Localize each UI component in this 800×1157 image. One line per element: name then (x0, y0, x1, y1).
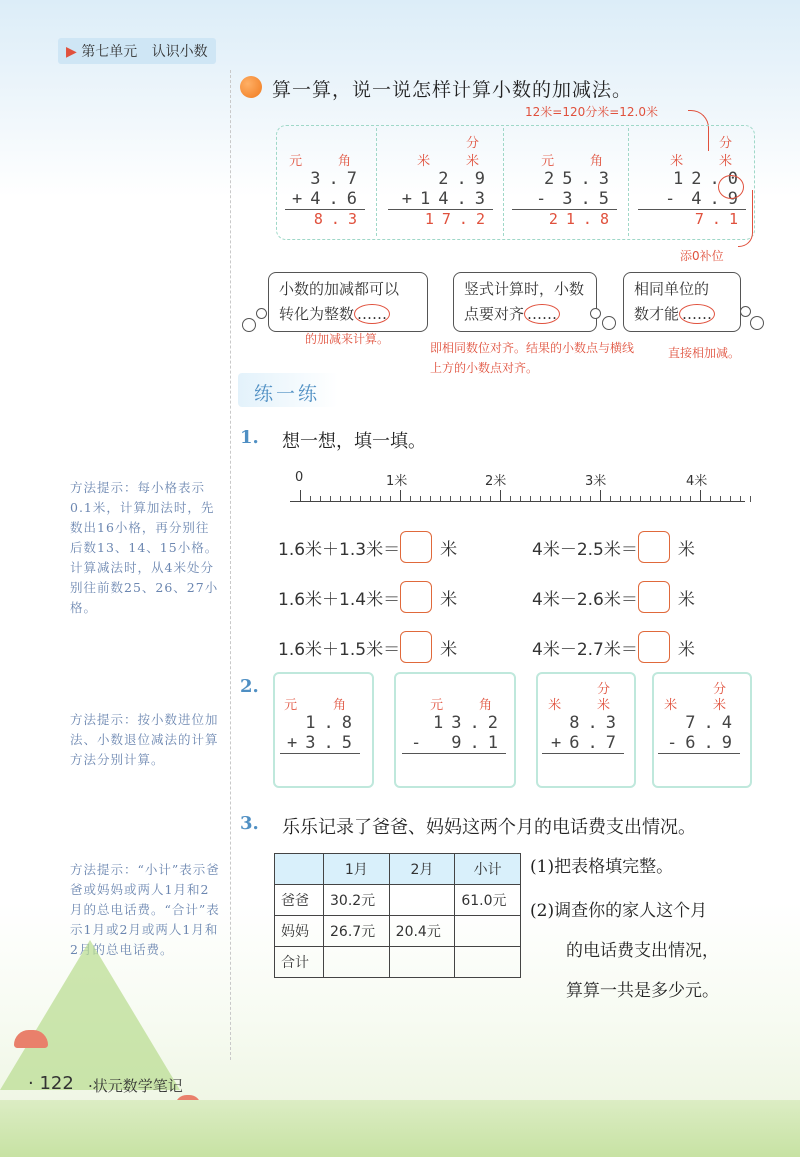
table-cell: 小计 (455, 854, 521, 885)
operator: - (411, 733, 422, 753)
ruler-label-4: 4米 (686, 474, 708, 489)
play-arrow-icon: ▶ (66, 44, 77, 60)
table-cell: 爸爸 (275, 885, 324, 916)
unit-labels: 米 米 (670, 154, 746, 169)
bubble-1-line1: 小数的加减都可以 (279, 280, 400, 298)
table-cell: 61.0元 (455, 885, 521, 916)
tip-1: 方法提示：每小格表示0.1米，计算加法时，先数出16小格，再分别往后数13、14、15小格。计算减法时，从4米处分别往前数25、26、27小格。 (70, 480, 219, 615)
bubble-3-line2-row (634, 302, 730, 327)
bubble-ring (256, 308, 267, 319)
bubble-ring (750, 316, 764, 330)
unit-top: 分 (718, 136, 746, 151)
dots-circle: …… (524, 304, 560, 324)
result: 8.3 (285, 209, 365, 228)
q1-left-equations (278, 522, 457, 672)
ruler (290, 470, 750, 506)
q2-problem-3 (542, 678, 624, 754)
bracket-curve-icon (738, 190, 753, 247)
answer-box[interactable] (400, 531, 432, 563)
operator: + (287, 733, 298, 753)
calc-divider-1 (376, 128, 377, 236)
bubble-ring (602, 316, 616, 330)
result: 21.8 (512, 209, 617, 228)
operator: + (551, 733, 562, 753)
ruler-ticks (290, 488, 750, 502)
operator: + (292, 189, 303, 209)
q1-number: 1. (240, 427, 259, 448)
ruler-label-1: 1米 (386, 474, 408, 489)
page-number: · 122 (28, 1073, 74, 1094)
calc-problem-2 (388, 132, 493, 228)
unit-text: 米 (677, 639, 695, 660)
unit-labels: 米 米 (664, 698, 740, 713)
table-header-row (275, 854, 521, 885)
operand-b-row (402, 733, 506, 754)
operand-b-row (512, 189, 617, 209)
table-cell: 1月 (324, 854, 390, 885)
operand-a: 7.4 (685, 713, 740, 733)
calc-divider-2 (503, 128, 504, 236)
note-right: 添0补位 (680, 249, 724, 263)
operand-b-row (280, 733, 360, 754)
q3-sub1: (1)把表格填完整。 (530, 857, 674, 877)
unit-labels: 元 角 (430, 698, 506, 713)
operand-b-row (388, 189, 493, 209)
equation-row (532, 522, 695, 572)
q2-number: 2. (240, 676, 259, 697)
note-top: 12米=120分米=12.0米 (525, 105, 659, 119)
ruler-tick (750, 496, 751, 502)
equation-row (278, 572, 457, 622)
calc-problem-1 (285, 132, 365, 228)
operand-a: 2.9 (438, 169, 493, 189)
unit-text: 米 (677, 539, 695, 560)
operand-b: 6.9 (685, 733, 740, 753)
operand-b: 9.1 (451, 733, 506, 753)
bubble-ring (740, 306, 751, 317)
operator: - (665, 189, 676, 209)
operand-b: 6.7 (569, 733, 624, 753)
answer-box[interactable] (638, 581, 670, 613)
bubble-1-note: 的加减来计算。 (305, 332, 390, 346)
bubble-3 (623, 272, 741, 332)
operand-b-row (658, 733, 740, 754)
operand-a: 1.8 (305, 713, 360, 733)
dots-circle: …… (354, 304, 390, 324)
q3-number: 3. (240, 813, 259, 834)
unit-label: 第七单元 (81, 44, 138, 60)
unit-header (58, 38, 216, 64)
answer-box[interactable] (400, 581, 432, 613)
table-cell (275, 854, 324, 885)
operand-b: 3.5 (305, 733, 360, 753)
mushroom-icon (14, 1030, 48, 1048)
unit-text: 米 (440, 589, 458, 610)
equation-text: 1.6米＋1.4米＝ (278, 589, 401, 610)
operand-b-row (542, 733, 624, 754)
answer-box[interactable] (638, 631, 670, 663)
grass-ground (0, 1100, 800, 1157)
ruler-label-0: 0 (295, 470, 304, 485)
operator: + (401, 189, 413, 209)
table-cell[interactable] (389, 947, 455, 978)
equation-text: 4米－2.5米＝ (532, 539, 638, 560)
bubble-3-note: 直接相加减。 (668, 346, 741, 360)
operand-a: 8.3 (569, 713, 624, 733)
table-row (275, 885, 521, 916)
answer-box[interactable] (400, 631, 432, 663)
q1-title: 想一想，填一填。 (282, 431, 426, 452)
table-cell[interactable] (455, 947, 521, 978)
operand-b: 4.9 (691, 189, 746, 209)
q3-title: 乐乐记录了爸爸、妈妈这两个月的电话费支出情况。 (282, 817, 696, 838)
table-cell[interactable] (455, 916, 521, 947)
bubble-1-line2-row (279, 302, 417, 327)
book-title: ·状元数学笔记 (88, 1077, 183, 1095)
operand-a: 12.0 (673, 169, 746, 189)
unit-labels: 元 角 (541, 154, 617, 169)
table-cell[interactable] (324, 947, 390, 978)
calc-problem-3 (512, 132, 617, 228)
equation-text: 1.6米＋1.3米＝ (278, 539, 401, 560)
ruler-baseline (290, 501, 745, 502)
unit-top: 分 (596, 682, 624, 697)
unit-title: 认识小数 (151, 44, 208, 60)
q2-problem-2 (402, 678, 506, 754)
bubble-ring (590, 308, 601, 319)
result: 17.2 (388, 209, 493, 228)
table-cell: 30.2元 (324, 885, 390, 916)
operand-b-row (285, 189, 365, 209)
bubble-2-line2: 点要对齐 (464, 305, 525, 323)
operand-b: 4.6 (310, 189, 365, 209)
unit-text: 米 (440, 639, 458, 660)
table-cell[interactable] (389, 885, 455, 916)
bubble-3-line1: 相同单位的 (634, 280, 710, 298)
q3-sub2-line3: 算算一共是多少元。 (566, 981, 719, 1001)
unit-labels: 元 角 (289, 154, 365, 169)
q2-problem-1 (280, 678, 360, 754)
tip-3: 方法提示：“小计”表示爸爸或妈妈或两人1月和2月的总电话费。“合计”表示1月或2月或两人1月和2月的总电话费。 (70, 862, 220, 957)
operand-a: 3.7 (310, 169, 365, 189)
equation-row (278, 522, 457, 572)
equation-text: 4米－2.7米＝ (532, 639, 638, 660)
q2-problem-4 (658, 678, 740, 754)
table-cell: 2月 (389, 854, 455, 885)
operator: - (536, 189, 547, 209)
section1-title: 算一算，说一说怎样计算小数的加减法。 (272, 79, 633, 101)
unit-top: 分 (712, 682, 740, 697)
operand-b: 14.3 (420, 189, 493, 209)
equation-row (532, 572, 695, 622)
bubble-2-line1: 竖式计算时，小数 (464, 280, 585, 298)
bubble-2-note: 即相同数位对齐。结果的小数点与横线上方的小数点对齐。 (430, 341, 635, 375)
bubble-ring (242, 318, 256, 332)
operand-a: 13.2 (433, 713, 506, 733)
equation-row (278, 622, 457, 672)
q1-right-equations (532, 522, 695, 672)
dots-circle: …… (679, 304, 715, 324)
tree-illustration (0, 940, 180, 1090)
equation-row (532, 622, 695, 672)
ruler-label-3: 3米 (585, 474, 607, 489)
table-cell: 合计 (275, 947, 324, 978)
operator: - (667, 733, 678, 753)
table-row (275, 947, 521, 978)
equation-text: 1.6米＋1.5米＝ (278, 639, 401, 660)
practice-title: 练一练 (254, 383, 321, 405)
q3-sub2-line2: 的电话费支出情况， (566, 941, 719, 961)
equation-text: 4米－2.6米＝ (532, 589, 638, 610)
unit-labels: 米 米 (417, 154, 493, 169)
bubble-3-line2: 数才能 (634, 305, 680, 323)
column-divider (230, 70, 231, 1060)
unit-top: 分 (465, 136, 493, 151)
table-cell: 26.7元 (324, 916, 390, 947)
result: 7.1 (638, 209, 746, 228)
table-row (275, 916, 521, 947)
unit-text: 米 (440, 539, 458, 560)
unit-text: 米 (677, 589, 695, 610)
bubble-1 (268, 272, 428, 332)
ruler-label-2: 2米 (485, 474, 507, 489)
tip-2: 方法提示：按小数进位加法、小数退位减法的计算方法分别计算。 (70, 712, 219, 767)
bubble-1-line2: 转化为整数 (279, 305, 355, 323)
q3-sub2-line1: (2)调查你的家人这个月 (530, 901, 708, 921)
table-cell: 20.4元 (389, 916, 455, 947)
unit-labels: 元 角 (284, 698, 360, 713)
bubble-2 (453, 272, 597, 332)
calc-divider-3 (628, 128, 629, 236)
answer-box[interactable] (638, 531, 670, 563)
table-cell: 妈妈 (275, 916, 324, 947)
unit-labels: 米 米 (548, 698, 624, 713)
phone-bill-table (274, 853, 521, 978)
orange-circle-icon (240, 76, 262, 98)
operand-a: 25.3 (544, 169, 617, 189)
bubble-2-line2-row (464, 302, 586, 327)
operand-b: 3.5 (562, 189, 617, 209)
